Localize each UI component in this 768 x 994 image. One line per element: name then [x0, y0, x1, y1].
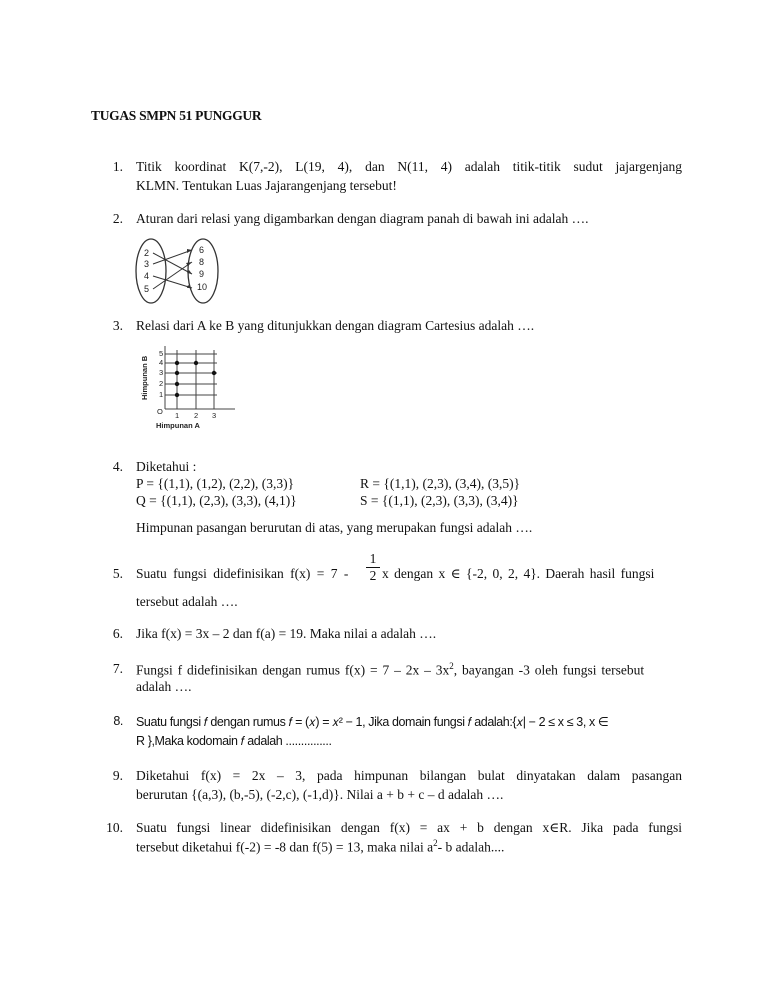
- question-number: 2.: [112, 211, 123, 226]
- question-text-part: tersebut diketahui f(-2) = -8 dan f(5) = 13, maka nilai a: [136, 839, 434, 855]
- y-tick: 2: [159, 379, 164, 388]
- page-title: TUGAS SMPN 51 PUNGGUR: [91, 108, 262, 123]
- plot-point: [194, 361, 198, 365]
- plot-point: [175, 382, 179, 386]
- question-text-part: Fungsi f didefinisikan dengan rumus f(x) = 7 – 2x – 3x: [136, 662, 450, 678]
- relation-arrow: [153, 262, 192, 289]
- set-s: S = {(1,1), (2,3), (3,3), (3,4)}: [360, 493, 519, 508]
- arrow-diagram: [133, 236, 223, 306]
- question-number: 8.: [113, 714, 123, 728]
- fraction-denominator: 2: [369, 568, 377, 583]
- codomain-label: 9: [199, 269, 205, 279]
- question-text: Titik koordinat K(7,-2), L(19, 4), dan N(11, 4) adalah titik-titik sudut jajargenjang: [136, 159, 682, 174]
- question-number: 4.: [112, 459, 123, 474]
- fraction-one-half: [366, 552, 380, 583]
- question-number: 3.: [112, 318, 123, 333]
- codomain-label: 6: [199, 245, 205, 255]
- set-r: R = {(1,1), (2,3), (3,4), (3,5)}: [360, 476, 521, 491]
- relation-arrow: [153, 253, 192, 274]
- question-text: Jika f(x) = 3x – 2 dan f(a) = 19. Maka nilai a adalah ….: [136, 626, 437, 641]
- x-tick: 3: [212, 411, 217, 420]
- question-number: 6.: [112, 626, 123, 641]
- question-text: Himpunan pasangan berurutan di atas, yang merupakan fungsi adalah ….: [136, 520, 533, 535]
- x-tick: 1: [175, 411, 180, 420]
- y-axis-label: Himpunan B: [140, 355, 149, 400]
- x-axis-label: Himpunan A: [156, 421, 200, 430]
- question-text: adalah ….: [136, 679, 192, 694]
- question-number: 1.: [112, 159, 123, 174]
- exponent: 2: [449, 661, 454, 671]
- question-text: tersebut adalah ….: [136, 594, 238, 609]
- y-tick: 3: [159, 368, 164, 377]
- fraction-numerator: 1: [369, 551, 377, 566]
- x-tick: 2: [194, 411, 199, 420]
- relation-arrow: [153, 250, 192, 264]
- question-text: Diketahui f(x) = 2x – 3, pada himpunan bilangan bulat dinyatakan dalam pasangan: [136, 768, 682, 783]
- question-text: Aturan dari relasi yang digambarkan dengan diagram panah di bawah ini adalah ….: [136, 211, 589, 226]
- y-tick: 1: [159, 390, 164, 399]
- question-text: [136, 838, 504, 856]
- question-number: 9.: [112, 768, 123, 783]
- domain-label: 2: [144, 248, 150, 258]
- y-tick: 4: [159, 358, 164, 367]
- plot-point: [175, 371, 179, 375]
- question-text: berurutan {(a,3), (b,-5), (-2,c), (-1,d)}. Nilai a + b + c – d adalah ….: [136, 787, 504, 802]
- cartesian-diagram: [135, 342, 240, 430]
- question-text-part: , bayangan -3 oleh fungsi tersebut: [453, 662, 645, 678]
- question-text: R },Maka kodomain 𝑓 adalah ...............: [136, 734, 332, 748]
- question-text: Diketahui :: [136, 459, 197, 474]
- plot-point: [175, 361, 179, 365]
- question-text: Relasi dari A ke B yang ditunjukkan dengan diagram Cartesius adalah ….: [136, 318, 535, 333]
- question-text: KLMN. Tentukan Luas Jajarangenjang tersebut!: [136, 178, 397, 193]
- question-number: 10.: [106, 820, 123, 835]
- question-text: [136, 661, 644, 679]
- domain-label: 5: [144, 284, 150, 294]
- question-text: Suatu fungsi didefinisikan f(x) = 7 -: [136, 566, 349, 581]
- set-q: Q = {(1,1), (2,3), (3,3), (4,1)}: [136, 493, 297, 508]
- domain-label: 4: [144, 271, 150, 281]
- set-p: P = {(1,1), (1,2), (2,2), (3,3)}: [136, 476, 295, 491]
- domain-label: 3: [144, 259, 150, 269]
- question-number: 5.: [112, 566, 123, 581]
- question-number: 7.: [112, 661, 123, 676]
- origin-label: O: [157, 407, 163, 416]
- question-text: Suatu fungsi linear didefinisikan dengan f(x) = ax + b dengan x∈R. Jika pada fungsi: [136, 820, 682, 835]
- plot-point: [175, 393, 179, 397]
- exponent: 2: [433, 838, 438, 848]
- codomain-label: 8: [199, 257, 205, 267]
- question-text: x dengan x ∈ {-2, 0, 2, 4}. Daerah hasil fungsi: [382, 566, 655, 581]
- question-text-part: - b adalah....: [437, 839, 505, 855]
- y-tick: 5: [159, 349, 164, 358]
- codomain-label: 10: [197, 282, 208, 292]
- plot-point: [212, 371, 216, 375]
- relation-arrow: [153, 276, 192, 288]
- question-text: Suatu fungsi 𝑓 dengan rumus 𝑓 = (𝑥) = 𝑥² − 1, Jika domain fungsi 𝑓 adalah:{𝑥| − 2 ≤ x ≤ 3, x ∈: [136, 715, 609, 729]
